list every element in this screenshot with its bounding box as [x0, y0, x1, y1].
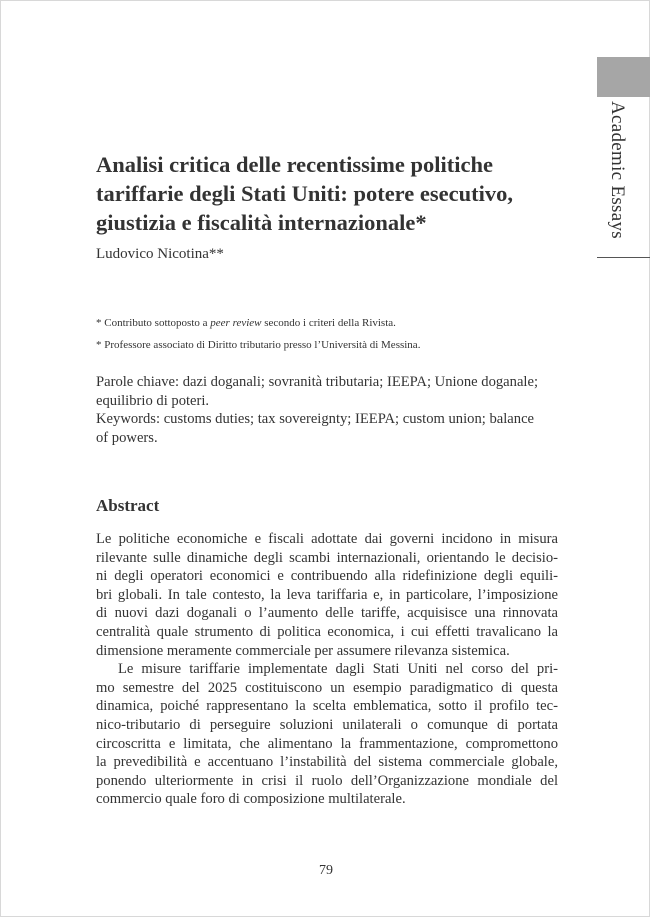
footnote-text: secondo i criteri della Rivista. [261, 317, 396, 329]
abstract-line: bri globali. In tale contesto, la leva tariffaria e, in particolare, l’imposizione [96, 586, 558, 603]
abstract-line: di nuovi dazi doganali o l’aumento delle tariffe, acquisisce una rinnovata [96, 605, 558, 622]
author-name: Ludovico Nicotina** [96, 246, 224, 262]
keywords-line: of powers. [96, 429, 158, 446]
abstract-body [96, 530, 558, 809]
abstract-line: ponendo ulteriormente in crisi il ruolo dell’Organizzazione mondiale del [96, 772, 558, 789]
section-divider [597, 257, 650, 258]
abstract-heading: Abstract [96, 496, 160, 515]
abstract-line: Le misure tariffarie implementate dagli Stati Uniti nel corso del pri- [118, 661, 558, 678]
section-tab-marker [597, 57, 650, 97]
keywords-line: Parole chiave: dazi doganali; sovranità tributaria; IEEPA; Unione doganale; [96, 374, 539, 390]
keywords-line: equilibrio di poteri. [96, 392, 210, 409]
abstract-line: dinamica, poiché rappresentano la scelta emblematica, sotto il profilo tec- [96, 698, 558, 715]
abstract-line: centralità quale strumento di politica economica, i cui effetti travalicano la [96, 623, 558, 640]
abstract-line: ni degli operatori economici e contribuendo alla ridefinizione degli equili- [96, 568, 558, 585]
footnote-text: * Contributo sottoposto a [96, 317, 211, 329]
footnote-emphasis: peer review [210, 317, 262, 329]
footnote-review [96, 317, 396, 329]
abstract-line: rilevante sulle dinamiche degli scambi internazionali, orientando le decisio- [96, 549, 558, 566]
abstract-line: circoscritta e limitata, che alimentano la frammentazione, compromettono [96, 735, 558, 752]
article-title [96, 150, 566, 237]
title-line: giustizia e fiscalità internazionale* [96, 210, 427, 235]
footnote-affiliation: * Professore associato di Diritto tributario presso l’Università di Messina. [96, 339, 421, 351]
abstract-line: commercio quale foro di composizione multilaterale. [96, 791, 406, 808]
title-line: tariffarie degli Stati Uniti: potere esecutivo, [96, 181, 513, 206]
abstract-line: mo semestre del 2025 costituiscono un esempio paradigmatico di questa [96, 679, 558, 696]
keywords-line: Keywords: customs duties; tax sovereignty; IEEPA; custom union; balance [96, 411, 535, 427]
abstract-line: la prevedibilità e accentuano l’instabilità del sistema commerciale globale, [96, 754, 558, 771]
abstract-line: nico-tributario di perseguire soluzioni unilaterali o comunque di portata [96, 716, 558, 733]
abstract-line: dimensione meramente commerciale per assumere rilevanza sistemica. [96, 642, 510, 659]
abstract-line: Le politiche economiche e fiscali adottate dai governi incidono in misura [96, 531, 558, 547]
section-label: Academic Essays [607, 101, 628, 239]
page-number: 79 [319, 863, 333, 878]
title-line: Analisi critica delle recentissime politiche [96, 152, 494, 177]
keywords-block [96, 373, 558, 447]
